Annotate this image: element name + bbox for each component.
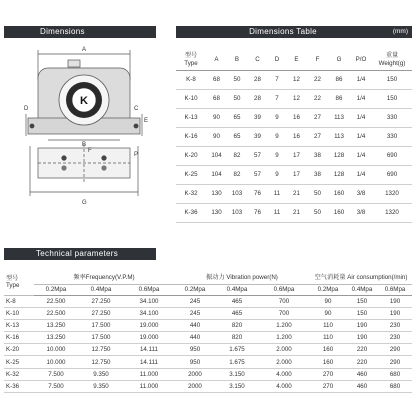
table-cell: 270 [310,380,346,392]
table-row [176,89,412,108]
column-header: C [247,50,268,70]
table-cell: 21 [286,184,307,203]
table-cell: 270 [310,368,346,380]
column-header: A [206,50,227,70]
table-cell: 1.675 [216,356,258,368]
table-cell: 38 [307,165,328,184]
type-cell: K-25 [176,165,206,184]
table-cell: 160 [328,184,350,203]
table-cell: 220 [346,356,378,368]
table-cell: 290 [378,356,412,368]
table-cell: 130 [206,203,227,222]
table-cell: 9 [268,146,286,165]
table-cell: 128 [328,146,350,165]
pressure-header: 0.4Mpa [346,284,378,295]
type-column-header: 型号 Type [4,270,34,295]
table-cell: 1/4 [350,89,372,108]
table-row [176,70,412,89]
type-cell: K-16 [176,127,206,146]
table-cell: 3/8 [350,203,372,222]
table-row [4,332,412,344]
table-cell: 27.250 [78,307,124,319]
table-cell: 160 [310,344,346,356]
technical-table-body [4,295,412,393]
table-cell: 690 [372,165,412,184]
table-cell: 28 [247,70,268,89]
table-cell: 950 [174,344,216,356]
dimensions-table-header-row [176,50,412,70]
table-cell: 3.150 [216,368,258,380]
table-cell: 110 [310,319,346,331]
table-cell: 220 [346,344,378,356]
table-cell: 190 [378,295,412,307]
table-cell: 103 [227,184,247,203]
table-cell: 104 [206,146,227,165]
type-column-header: 型号 Type [176,50,206,70]
table-cell: 10.000 [34,356,78,368]
table-cell: 76 [247,184,268,203]
table-cell: 110 [310,332,346,344]
table-cell: 680 [378,380,412,392]
table-cell: 330 [372,108,412,127]
table-cell: 22.500 [34,295,78,307]
table-cell: 230 [378,332,412,344]
table-row [4,319,412,331]
table-row [176,184,412,203]
table-cell: 50 [307,184,328,203]
center-label: K [80,95,88,107]
pressure-header: 0.2Mpa [174,284,216,295]
vibration-power-header: 振动力 Vibration power(N) [174,270,310,284]
pressure-header: 0.2Mpa [310,284,346,295]
table-cell: 11.000 [124,380,174,392]
table-cell: 1320 [372,203,412,222]
table-cell: 150 [372,70,412,89]
type-cell: K-20 [176,146,206,165]
table-row [4,380,412,392]
table-cell: 7 [268,70,286,89]
table-row [176,203,412,222]
table-cell: 82 [227,165,247,184]
table-cell: 12.750 [78,356,124,368]
table-cell: 113 [328,127,350,146]
column-header: B [227,50,247,70]
table-cell: 76 [247,203,268,222]
technical-table [4,270,412,393]
technical-header [4,248,156,260]
table-cell: 465 [216,307,258,319]
table-cell: 9 [268,127,286,146]
table-cell: 150 [372,89,412,108]
table-cell: 9.350 [78,368,124,380]
table-row [4,344,412,356]
table-cell: 7 [268,89,286,108]
dim-label-d: D [24,106,29,112]
table-cell: 440 [174,332,216,344]
pressure-header: 0.6Mpa [258,284,310,295]
table-cell: 1.200 [258,319,310,331]
table-cell: 17.500 [78,319,124,331]
table-cell: 330 [372,127,412,146]
table-cell: 1.200 [258,332,310,344]
table-cell: 690 [372,146,412,165]
technical-pressure-header-row [4,284,412,295]
table-cell: 10.000 [34,344,78,356]
column-header: F [307,50,328,70]
table-cell: 290 [378,344,412,356]
table-cell: 28 [247,89,268,108]
type-cell: K-32 [4,368,34,380]
table-cell: 16 [286,127,307,146]
table-cell: 19.000 [124,319,174,331]
table-cell: 11.000 [124,368,174,380]
table-cell: 680 [378,368,412,380]
table-cell: 4.000 [258,368,310,380]
table-cell: 9 [268,108,286,127]
table-cell: 65 [227,127,247,146]
table-cell: 22.500 [34,307,78,319]
table-cell: 1/4 [350,165,372,184]
table-cell: 190 [346,332,378,344]
table-cell: 1/4 [350,146,372,165]
air-consumption-header: 空气消耗量 Air consumption(/min) [310,270,412,284]
table-cell: 1/4 [350,70,372,89]
table-cell: 27.250 [78,295,124,307]
technical-group-header-row [4,270,412,284]
table-cell: 460 [346,380,378,392]
table-row [4,356,412,368]
table-cell: 82 [227,146,247,165]
table-cell: 39 [247,108,268,127]
technical-title: Technical parameters [36,249,119,258]
pressure-header: 0.6Mpa [124,284,174,295]
table-cell: 13.250 [34,332,78,344]
table-cell: 9 [268,165,286,184]
table-cell: 22 [307,70,328,89]
column-header: D [268,50,286,70]
dim-label-g: G [82,200,87,206]
dim-label-e: E [144,118,149,124]
table-cell: 50 [227,70,247,89]
table-cell: 21 [286,203,307,222]
table-cell: 465 [216,295,258,307]
table-cell: 160 [328,203,350,222]
type-cell: K-13 [176,108,206,127]
table-cell: 11 [268,184,286,203]
table-cell: 86 [328,70,350,89]
type-cell: K-25 [4,356,34,368]
table-cell: 27 [307,127,328,146]
unit-label: (mm) [392,28,408,35]
type-cell: K-8 [4,295,34,307]
table-cell: 2000 [174,368,216,380]
type-cell: K-10 [4,307,34,319]
type-cell: K-8 [176,70,206,89]
table-cell: 68 [206,89,227,108]
weight-column-header: 重量 Weight(g) [372,50,412,70]
table-cell: 7.500 [34,368,78,380]
table-cell: 3/8 [350,184,372,203]
dim-label-c: C [134,106,139,112]
table-cell: 700 [258,295,310,307]
table-cell: 17 [286,165,307,184]
table-cell: 103 [227,203,247,222]
dim-label-a: A [82,47,87,53]
table-cell: 22 [307,89,328,108]
table-cell: 7.500 [34,380,78,392]
table-cell: 39 [247,127,268,146]
type-cell: K-10 [176,89,206,108]
pressure-header: 0.4Mpa [216,284,258,295]
table-cell: 12 [286,70,307,89]
table-cell: 90 [310,295,346,307]
table-row [176,165,412,184]
table-cell: 34.100 [124,307,174,319]
column-header: P/O [350,50,372,70]
table-cell: 700 [258,307,310,319]
table-cell: 50 [307,203,328,222]
table-cell: 50 [227,89,247,108]
pressure-header: 0.2Mpa [34,284,78,295]
vibrator-drawing [24,40,154,220]
frequency-header: 频率Frequency(V.P.M) [34,270,174,284]
table-cell: 1/4 [350,127,372,146]
table-cell: 820 [216,319,258,331]
dim-label-b: B [82,142,87,148]
table-cell: 460 [346,368,378,380]
pressure-header: 0.6Mpa [378,284,412,295]
table-cell: 440 [174,319,216,331]
table-cell: 14.111 [124,344,174,356]
pressure-header: 0.4Mpa [78,284,124,295]
table-cell: 820 [216,332,258,344]
type-cell: K-36 [176,203,206,222]
table-cell: 1.675 [216,344,258,356]
table-cell: 1/4 [350,108,372,127]
table-cell: 113 [328,108,350,127]
table-cell: 150 [346,295,378,307]
table-cell: 90 [206,108,227,127]
table-cell: 14.111 [124,356,174,368]
table-cell: 2000 [174,380,216,392]
table-cell: 4.000 [258,380,310,392]
table-cell: 90 [310,307,346,319]
table-cell: 128 [328,165,350,184]
dimensions-table [176,50,412,223]
table-cell: 190 [378,307,412,319]
table-cell: 950 [174,356,216,368]
table-row [4,368,412,380]
table-cell: 57 [247,165,268,184]
type-cell: K-13 [4,319,34,331]
table-cell: 104 [206,165,227,184]
table-cell: 245 [174,295,216,307]
table-cell: 65 [227,108,247,127]
table-row [4,307,412,319]
type-cell: K-36 [4,380,34,392]
dimensions-table-header [176,26,412,38]
table-cell: 1320 [372,184,412,203]
dim-label-p: P [134,152,139,158]
table-cell: 90 [206,127,227,146]
table-cell: 27 [307,108,328,127]
table-cell: 34.100 [124,295,174,307]
table-row [176,108,412,127]
table-cell: 2.000 [258,356,310,368]
table-cell: 17 [286,146,307,165]
table-cell: 68 [206,70,227,89]
table-cell: 3.150 [216,380,258,392]
table-cell: 190 [346,319,378,331]
column-header: E [286,50,307,70]
table-cell: 17.500 [78,332,124,344]
table-cell: 19.000 [124,332,174,344]
type-cell: K-16 [4,332,34,344]
table-cell: 86 [328,89,350,108]
dimensions-title: Dimensions [40,27,85,36]
table-cell: 150 [346,307,378,319]
table-row [4,295,412,307]
table-cell: 130 [206,184,227,203]
column-header: G [328,50,350,70]
table-cell: 9.350 [78,380,124,392]
table-cell: 230 [378,319,412,331]
table-cell: 2.000 [258,344,310,356]
table-cell: 13.250 [34,319,78,331]
dimensions-table-body [176,70,412,222]
dimensions-table-title: Dimensions Table [249,27,317,36]
dimensions-header [4,26,156,38]
table-cell: 12.750 [78,344,124,356]
table-cell: 11 [268,203,286,222]
table-cell: 38 [307,146,328,165]
dim-label-f: F [88,148,92,154]
table-row [176,127,412,146]
type-cell: K-32 [176,184,206,203]
table-cell: 12 [286,89,307,108]
table-cell: 16 [286,108,307,127]
table-cell: 160 [310,356,346,368]
table-cell: 245 [174,307,216,319]
table-row [176,146,412,165]
table-cell: 57 [247,146,268,165]
type-cell: K-20 [4,344,34,356]
